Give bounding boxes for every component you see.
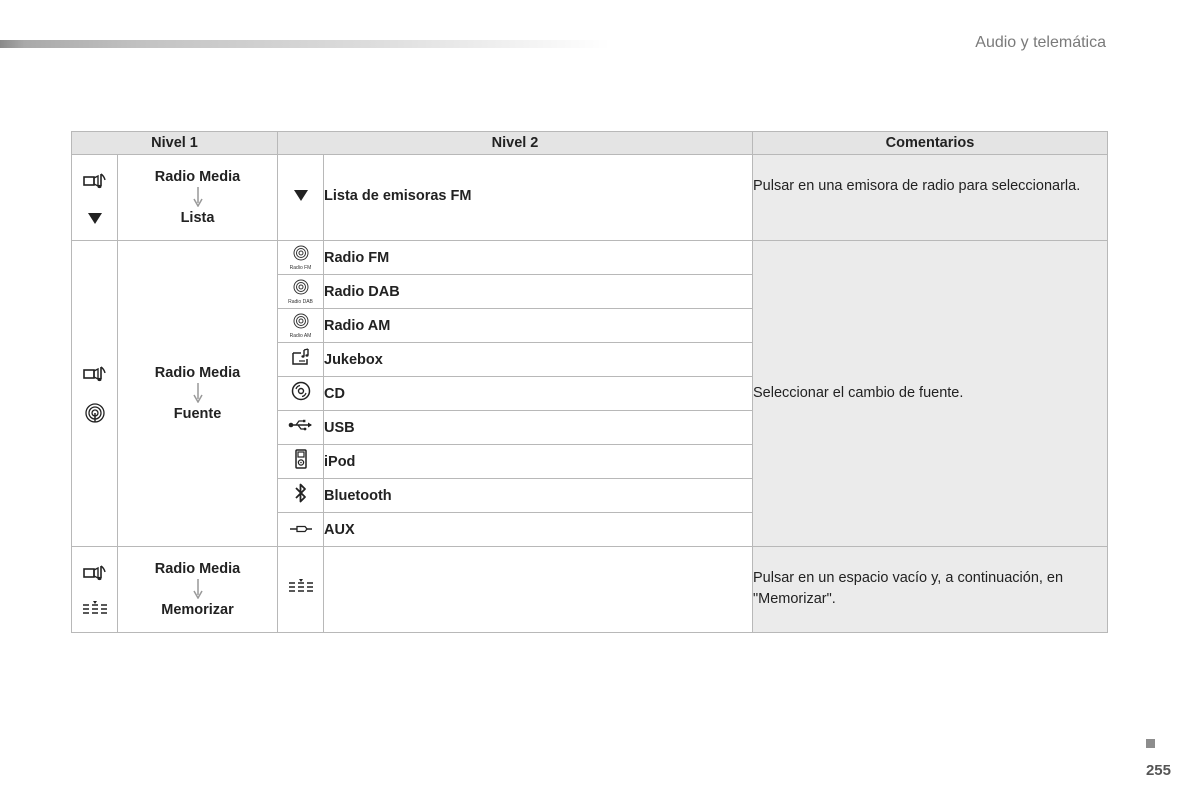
header-comentarios: Comentarios xyxy=(753,132,1108,155)
media-note-icon xyxy=(82,364,108,386)
level2-item-radio-am: Radio AM xyxy=(324,309,753,343)
level2-item-ipod: iPod xyxy=(324,445,753,479)
level2-icon-cell xyxy=(278,445,324,479)
level2-item-aux: AUX xyxy=(324,513,753,547)
level2-icon-cell xyxy=(278,479,324,513)
radio-icon xyxy=(293,245,309,261)
level2-item-cd: CD xyxy=(324,377,753,411)
media-note-icon xyxy=(82,563,108,585)
level1-top-label: Radio Media xyxy=(154,365,241,381)
menu-table xyxy=(71,131,1108,633)
page-marker xyxy=(1146,739,1155,748)
media-note-icon xyxy=(82,171,108,193)
arrow-down-icon xyxy=(193,579,203,599)
page-number: 255 xyxy=(1145,762,1171,779)
level1-top-label: Radio Media xyxy=(154,169,241,185)
level2-icon-cell xyxy=(278,513,324,547)
level2-item-radio-fm: Radio FM xyxy=(324,241,753,275)
comment-cell: Pulsar en un espacio vacío y, a continuación, en "Memorizar". xyxy=(753,547,1108,633)
level2-icon-cell xyxy=(278,241,324,275)
ipod-icon xyxy=(294,449,308,469)
jukebox-icon xyxy=(291,348,311,366)
level1-icons-cell xyxy=(72,155,118,241)
arrow-down-icon xyxy=(193,187,203,207)
level1-cell xyxy=(118,155,278,241)
level1-cell xyxy=(118,547,278,633)
arrow-down-icon xyxy=(193,383,203,403)
memorize-icon xyxy=(288,579,314,595)
level2-icon-cell xyxy=(278,275,324,309)
section-title: Audio y telemática xyxy=(975,34,1106,51)
level2-item-empty xyxy=(324,547,753,633)
level1-icons-cell xyxy=(72,547,118,633)
level1-cell xyxy=(118,241,278,547)
header-nivel-2: Nivel 2 xyxy=(278,132,753,155)
level2-item-radio-dab: Radio DAB xyxy=(324,275,753,309)
level1-top-label: Radio Media xyxy=(154,561,241,577)
level1-icons-cell xyxy=(72,241,118,547)
level2-item-bluetooth: Bluetooth xyxy=(324,479,753,513)
radio-icon-caption: Radio FM xyxy=(289,264,312,271)
level2-icon-cell xyxy=(278,547,324,633)
usb-icon xyxy=(288,418,314,432)
radio-icon xyxy=(293,279,309,295)
level2-icon-cell xyxy=(278,309,324,343)
header-gradient-bar xyxy=(0,40,610,48)
cd-icon xyxy=(291,381,311,401)
radio-icon-caption: Radio DAB xyxy=(288,298,313,305)
level2-item-usb: USB xyxy=(324,411,753,445)
table-row-lista xyxy=(72,155,1108,241)
level2-icon-cell xyxy=(278,377,324,411)
bluetooth-icon xyxy=(294,482,308,504)
radio-icon-caption: Radio AM xyxy=(289,332,312,339)
level1-bottom-label: Lista xyxy=(180,210,215,226)
table-row-memorizar xyxy=(72,547,1108,633)
level2-icon-cell xyxy=(278,343,324,377)
header-nivel-1: Nivel 1 xyxy=(72,132,278,155)
comment-cell: Seleccionar el cambio de fuente. xyxy=(753,241,1108,547)
table-row-fuente xyxy=(72,241,1108,275)
memorize-icon xyxy=(82,601,108,617)
comment-cell: Pulsar en una emisora de radio para seleccionarla. xyxy=(753,155,1108,241)
radio-icon xyxy=(293,313,309,329)
level2-icon-cell xyxy=(278,411,324,445)
radio-source-icon xyxy=(84,402,106,424)
level2-item-lista-emisoras: Lista de emisoras FM xyxy=(324,155,753,241)
level1-bottom-label: Fuente xyxy=(173,406,222,422)
level1-bottom-label: Memorizar xyxy=(161,602,234,618)
level2-item-jukebox: Jukebox xyxy=(324,343,753,377)
aux-icon xyxy=(289,524,313,534)
level2-icon-cell xyxy=(278,155,324,241)
table-header-row xyxy=(72,132,1108,155)
triangle-down-icon xyxy=(293,188,309,202)
triangle-down-icon xyxy=(87,211,103,225)
